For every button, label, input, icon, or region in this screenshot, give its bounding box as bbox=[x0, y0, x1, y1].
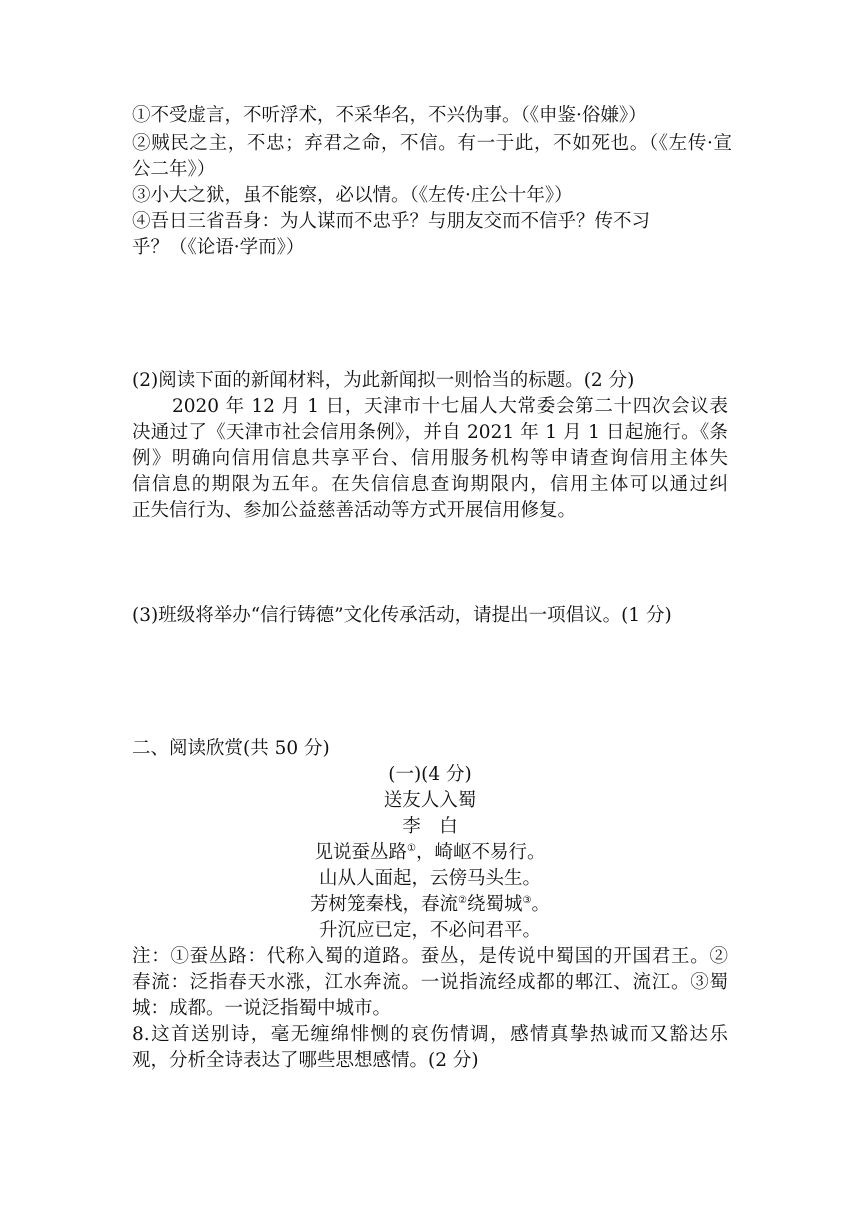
note-line-3: 城：成都。一说泛指蜀中城市。 bbox=[132, 998, 392, 1019]
q8-line-1: 8.这首送别诗，毫无缠绵悱恻的哀伤情调，感情真挚热诚而又豁达乐 bbox=[132, 1024, 728, 1045]
poem-line-1: 见说蚕丛路①，崎岖不易行。 bbox=[314, 842, 546, 863]
note-line-1: 注：①蚕丛路：代称入蜀的道路。蚕丛，是传说中蜀国的开国君王。② bbox=[132, 946, 728, 967]
q2-prompt: (2)阅读下面的新闻材料，为此新闻拟一则恰当的标题。(2 分) bbox=[132, 370, 635, 391]
quote-2-line-1: ②贼民之主，不忠；弃君之命，不信。有一于此，不如死也。（《左传·宣 bbox=[132, 133, 732, 154]
section-heading: 二、阅读欣赏(共 50 分) bbox=[132, 738, 330, 759]
poem-line-4: 升沉应已定，不必问君平。 bbox=[318, 920, 541, 941]
quote-4-line-1: ④吾日三省吾身：为人谋而不忠乎？与朋友交而不信乎？传不习 bbox=[132, 211, 651, 232]
poem-line-3: 芳树笼秦栈，春流②绕蜀城③。 bbox=[310, 894, 550, 915]
quote-4-line-2: 乎？（《论语·学而》） bbox=[132, 237, 305, 258]
q2-news-line-5: 正失信行为、参加公益慈善活动等方式开展信用修复。 bbox=[132, 500, 577, 521]
q8-line-2: 观，分析全诗表达了哪些思想感情。(2 分) bbox=[132, 1050, 479, 1071]
q2-news-line-1: 2020 年 12 月 1 日，天津市十七届人大常委会第二十四次会议表 bbox=[172, 396, 728, 417]
q3-prompt: (3)班级将举办“信行铸德”文化传承活动，请提出一项倡议。(1 分) bbox=[132, 605, 672, 626]
poem-line-2: 山从人面起，云傍马头生。 bbox=[318, 868, 541, 889]
footnote-mark: ② bbox=[458, 894, 467, 906]
poem-title: 送友人入蜀 bbox=[383, 790, 477, 811]
q2-news-line-2: 决通过了《天津市社会信用条例》，并自 2021 年 1 月 1 日起施行。《条 bbox=[132, 422, 728, 443]
poem-author: 李 白 bbox=[402, 816, 458, 837]
part-label: (一)(4 分) bbox=[388, 764, 472, 785]
quote-2-line-2: 公二年》） bbox=[132, 159, 216, 180]
footnote-mark: ③ bbox=[522, 894, 532, 906]
quote-1: ①不受虚言，不听浮术，不采华名，不兴伪事。（《申鉴·俗嫌》） bbox=[132, 105, 647, 126]
q2-news-line-3: 例》明确向信用信息共享平台、信用服务机构等申请查询信用主体失 bbox=[132, 448, 728, 469]
quote-3: ③小大之狱，虽不能察，必以情。（《左传·庄公十年》） bbox=[132, 185, 573, 206]
note-line-2: 春流：泛指春天水涨，江水奔流。一说指流经成都的郫江、流江。③蜀 bbox=[132, 972, 728, 993]
q2-news-line-4: 信信息的期限为五年。在失信信息查询期限内，信用主体可以通过纠 bbox=[132, 474, 728, 495]
footnote-mark: ① bbox=[407, 842, 416, 854]
